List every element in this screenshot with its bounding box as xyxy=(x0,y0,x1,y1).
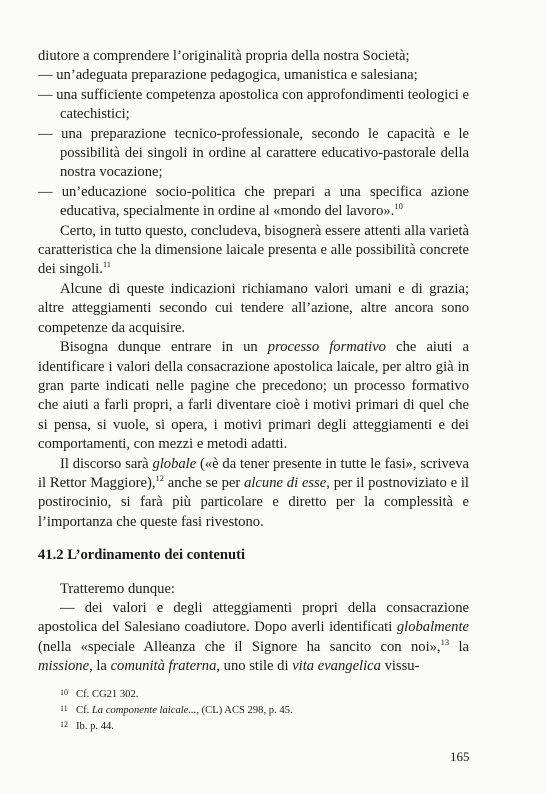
footnote-ref: 12 xyxy=(155,473,164,484)
paragraph-text: anche se per xyxy=(163,474,245,491)
paragraph-text: la xyxy=(449,638,469,655)
footnote-number: 11 xyxy=(60,704,68,714)
paragraph-text: , la xyxy=(89,658,111,675)
body-text xyxy=(38,47,469,677)
paragraph-text: Bisogna dunque entrare in un xyxy=(60,339,268,356)
footnote-text: Ib. p. 44. xyxy=(76,721,114,733)
list-item: — una preparazione tecnico-professionale, secondo le capacità e le possibilità dei singoli in ordine al carattere educativo-pastorale della nostra vocazione; xyxy=(38,125,469,181)
footnote-ref: 10 xyxy=(394,201,403,212)
list-item: — una sufficiente competenza apostolica con approfondimenti teologici e catechistici; xyxy=(38,86,469,123)
emphasis: vita evangelica xyxy=(292,658,381,675)
emphasis: comunità fraterna xyxy=(110,658,217,675)
paragraph-text: Il discorso sarà xyxy=(60,455,153,472)
footnote-text: Cf. CG21 302. xyxy=(76,689,139,700)
footnote-title: La componente laicale... xyxy=(91,705,197,717)
paragraph-text: , uno stile di xyxy=(216,658,293,675)
paragraph-text: («è da tener presente in tutte le fasi», scriveva il Rettor Maggiore), xyxy=(38,455,469,491)
emphasis: alcune di esse xyxy=(244,474,327,491)
footnote xyxy=(60,686,460,702)
list-item-text: — un’educazione socio-politica che prepari a una specifica azione educativa, specialmente in ordine al «mondo del lavoro». xyxy=(38,183,469,220)
footnote xyxy=(60,718,460,734)
footnote-ref: 11 xyxy=(102,259,112,270)
spacer xyxy=(38,566,469,580)
paragraph-text: che aiuti a identificare i valori della consacrazione apostolica laicale, per altro già in gran parte indicati nelle pagine che precedono; un processo formativo che aiuti a farli propri, a farli diventare cioè i motivi primari di quel che si pensa, si vuole, si opera, i motivi primari degli atteggiamenti e dei comportamenti, con mezzi e metodi adatti. xyxy=(38,339,469,453)
footnote xyxy=(60,702,460,718)
emphasis: globale xyxy=(152,455,197,472)
emphasis: processo formativo xyxy=(267,339,386,356)
footnote-text: , (CL) ACS 298, p. 45. xyxy=(196,705,293,717)
paragraph xyxy=(38,222,469,280)
paragraph-text: vissu- xyxy=(380,658,420,675)
paragraph xyxy=(38,599,469,677)
list-item xyxy=(38,183,469,222)
footnotes xyxy=(60,686,460,735)
paragraph: Tratteremo dunque: xyxy=(60,580,175,597)
line-continuation: diutore a comprendere l’originalità propria della nostra Società; xyxy=(38,48,410,64)
paragraph xyxy=(38,338,469,454)
paragraph xyxy=(38,455,469,533)
emphasis: globalmente xyxy=(396,619,469,636)
paragraph-text: , per il postnoviziato e il postirocinio, si farà più particolare e diretto per la complessità e l’importanza che queste fasi rivestono. xyxy=(38,474,469,530)
footnote-number: 10 xyxy=(60,688,68,697)
emphasis: missione xyxy=(38,658,90,675)
footnote-ref: 13 xyxy=(440,636,450,647)
footnote-number: 12 xyxy=(60,720,68,730)
paragraph-text: — dei valori e degli atteggiamenti propri della consacrazione apostolica del Salesiano coadiutore. Dopo averli identificati xyxy=(38,599,469,636)
list-item: — un’adeguata preparazione pedagogica, umanistica e salesiana; xyxy=(38,67,418,84)
page-number: 165 xyxy=(450,749,470,764)
paragraph-text: Certo, in tutto questo, concludeva, bisognerà essere attenti alla varietà caratteristica che la dimensione laicale presenta e alle possibilità concrete dei singoli. xyxy=(38,222,469,278)
section-heading: 41.2 L’ordinamento dei contenuti xyxy=(38,547,246,564)
paragraph-text: (nella «speciale Alleanza che il Signore ha sancito con noi», xyxy=(38,638,441,655)
paragraph: Alcune di queste indicazioni richiamano valori umani e di grazia; altre atteggiamenti secondo cui tendere all’azione, altre ancora sono competenze da acquisire. xyxy=(38,280,469,336)
footnote-text: Cf. xyxy=(76,705,92,717)
